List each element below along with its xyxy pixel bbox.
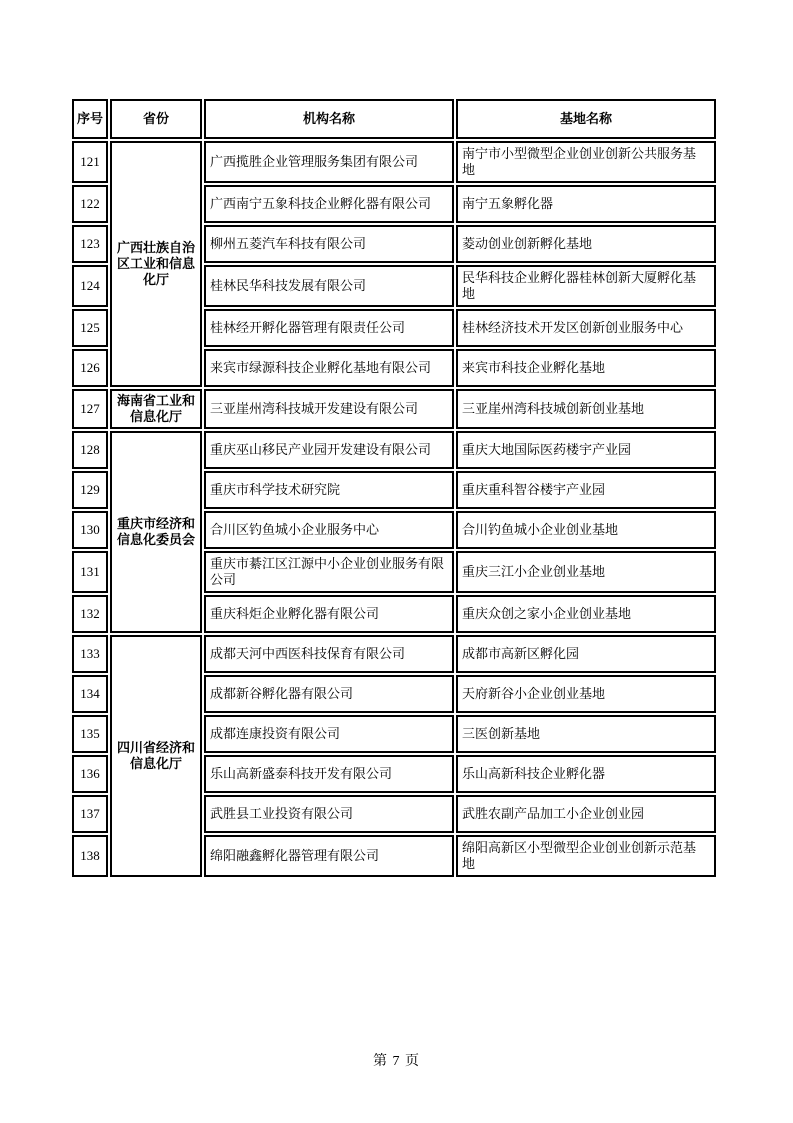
cell-base-name: 成都市高新区孵化园 xyxy=(456,635,716,673)
cell-serial-number: 135 xyxy=(72,715,108,753)
cell-serial-number: 126 xyxy=(72,349,108,387)
cell-base-name: 乐山高新科技企业孵化器 xyxy=(456,755,716,793)
cell-organization-name: 广西南宁五象科技企业孵化器有限公司 xyxy=(204,185,454,223)
cell-serial-number: 124 xyxy=(72,265,108,307)
cell-serial-number: 133 xyxy=(72,635,108,673)
cell-organization-name: 重庆市科学技术研究院 xyxy=(204,471,454,509)
cell-serial-number: 125 xyxy=(72,309,108,347)
page-number: 第 7 页 xyxy=(373,1054,420,1069)
cell-base-name: 合川钓鱼城小企业创业基地 xyxy=(456,511,716,549)
cell-base-name: 南宁五象孵化器 xyxy=(456,185,716,223)
cell-organization-name: 柳州五菱汽车科技有限公司 xyxy=(204,225,454,263)
cell-base-name: 重庆三江小企业创业基地 xyxy=(456,551,716,593)
incubator-base-table xyxy=(70,97,718,879)
cell-base-name: 菱动创业创新孵化基地 xyxy=(456,225,716,263)
cell-base-name: 绵阳高新区小型微型企业创业创新示范基地 xyxy=(456,835,716,877)
cell-organization-name: 合川区钓鱼城小企业服务中心 xyxy=(204,511,454,549)
cell-serial-number: 138 xyxy=(72,835,108,877)
cell-serial-number: 130 xyxy=(72,511,108,549)
cell-base-name: 桂林经济技术开发区创新创业服务中心 xyxy=(456,309,716,347)
cell-base-name: 三医创新基地 xyxy=(456,715,716,753)
cell-serial-number: 132 xyxy=(72,595,108,633)
cell-serial-number: 127 xyxy=(72,389,108,429)
cell-organization-name: 成都天河中西医科技保育有限公司 xyxy=(204,635,454,673)
cell-base-name: 武胜农副产品加工小企业创业园 xyxy=(456,795,716,833)
cell-serial-number: 131 xyxy=(72,551,108,593)
cell-organization-name: 绵阳融鑫孵化器管理有限公司 xyxy=(204,835,454,877)
header-base-name: 基地名称 xyxy=(456,99,716,139)
cell-serial-number: 122 xyxy=(72,185,108,223)
cell-serial-number: 128 xyxy=(72,431,108,469)
cell-serial-number: 136 xyxy=(72,755,108,793)
cell-organization-name: 三亚崖州湾科技城开发建设有限公司 xyxy=(204,389,454,429)
cell-province: 四川省经济和信息化厅 xyxy=(110,635,202,877)
cell-base-name: 天府新谷小企业创业基地 xyxy=(456,675,716,713)
cell-organization-name: 重庆科炬企业孵化器有限公司 xyxy=(204,595,454,633)
cell-organization-name: 桂林经开孵化器管理有限责任公司 xyxy=(204,309,454,347)
cell-serial-number: 134 xyxy=(72,675,108,713)
table-header-row xyxy=(72,99,716,139)
table-row xyxy=(72,635,716,673)
header-serial-number: 序号 xyxy=(72,99,108,139)
cell-serial-number: 121 xyxy=(72,141,108,183)
cell-province: 重庆市经济和信息化委员会 xyxy=(110,431,202,633)
header-province: 省份 xyxy=(110,99,202,139)
cell-serial-number: 137 xyxy=(72,795,108,833)
cell-base-name: 重庆众创之家小企业创业基地 xyxy=(456,595,716,633)
table-row xyxy=(72,389,716,429)
cell-base-name: 重庆重科智谷楼宇产业园 xyxy=(456,471,716,509)
table-row xyxy=(72,141,716,183)
cell-organization-name: 重庆市綦江区江源中小企业创业服务有限公司 xyxy=(204,551,454,593)
cell-organization-name: 乐山高新盛泰科技开发有限公司 xyxy=(204,755,454,793)
cell-province: 海南省工业和信息化厅 xyxy=(110,389,202,429)
cell-base-name: 民华科技企业孵化器桂林创新大厦孵化基地 xyxy=(456,265,716,307)
table-row xyxy=(72,431,716,469)
cell-organization-name: 成都新谷孵化器有限公司 xyxy=(204,675,454,713)
cell-province: 广西壮族自治区工业和信息化厅 xyxy=(110,141,202,387)
cell-serial-number: 123 xyxy=(72,225,108,263)
cell-organization-name: 来宾市绿源科技企业孵化基地有限公司 xyxy=(204,349,454,387)
cell-organization-name: 广西揽胜企业管理服务集团有限公司 xyxy=(204,141,454,183)
cell-base-name: 来宾市科技企业孵化基地 xyxy=(456,349,716,387)
cell-organization-name: 重庆巫山移民产业园开发建设有限公司 xyxy=(204,431,454,469)
cell-organization-name: 成都连康投资有限公司 xyxy=(204,715,454,753)
cell-organization-name: 桂林民华科技发展有限公司 xyxy=(204,265,454,307)
cell-serial-number: 129 xyxy=(72,471,108,509)
cell-organization-name: 武胜县工业投资有限公司 xyxy=(204,795,454,833)
cell-base-name: 三亚崖州湾科技城创新创业基地 xyxy=(456,389,716,429)
cell-base-name: 南宁市小型微型企业创业创新公共服务基地 xyxy=(456,141,716,183)
header-organization-name: 机构名称 xyxy=(204,99,454,139)
cell-base-name: 重庆大地国际医药楼宇产业园 xyxy=(456,431,716,469)
